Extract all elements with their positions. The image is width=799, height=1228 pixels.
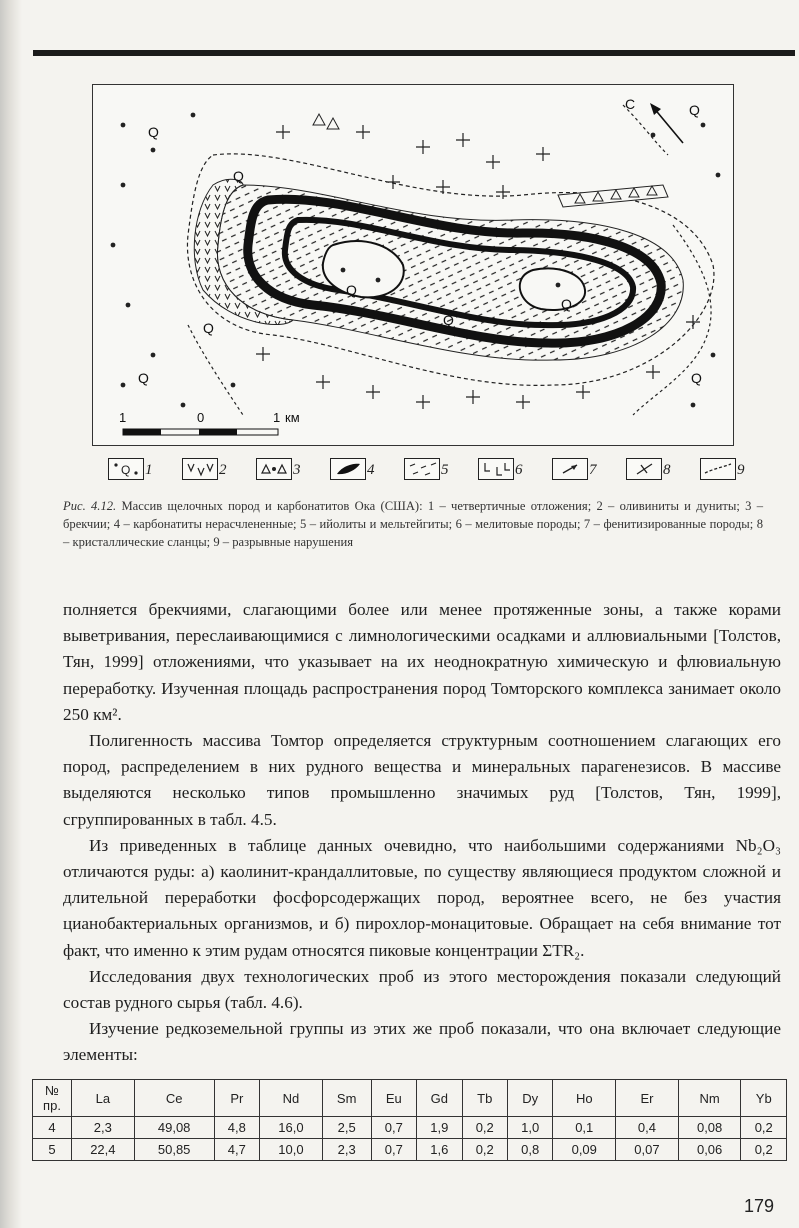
table-cell: 0,7 xyxy=(371,1117,416,1139)
table-cell: 1,9 xyxy=(417,1117,462,1139)
header-cell: Nd xyxy=(260,1080,323,1117)
fault-west xyxy=(188,325,243,415)
q-label: Q xyxy=(689,102,700,118)
svg-text:Q: Q xyxy=(121,463,131,477)
table-cell: 0,07 xyxy=(616,1139,679,1161)
table-row xyxy=(33,1117,787,1139)
geological-map xyxy=(92,84,734,446)
paragraph: Исследования двух технологических проб из этого месторождения показали следующий состав рудного сырья (табл. 4.6). xyxy=(63,966,781,1013)
paragraph: Полигенность массива Томтор определяется структурным соотношением слагающих его пород, распределением в них рудного вещества и минеральных парагенезисов. В массиве выделяются несколько типов промышленно значимых руд [Толстов, Тян, 1999], сгруппированных в табл. 4.5. xyxy=(63,731,781,829)
legend-breccia-symbol xyxy=(256,458,292,480)
legend-fenite-symbol xyxy=(552,458,588,480)
paragraph: Из приведенных в таблице данных очевидно, что наибольшими содержаниями Nb₂O₃ отличаются руды: а) каолинит-крандаллитовые, по существу являющиеся продуктом сложной и длительной переработки фосфорсодержащих пород, вероятнее всего, не без участия цианобактериальных организмов, и б) пирохлор-монацитовые. Обращает на себя внимание тот факт, что именно к этим рудам относятся пиковые концентрации ΣTR₂. xyxy=(63,835,781,960)
page-gutter-shadow xyxy=(0,0,22,1228)
caption-label: Рис. 4.12. xyxy=(63,499,117,513)
map-svg xyxy=(93,85,733,445)
scale-bar xyxy=(119,410,300,435)
q-label: Q xyxy=(148,124,159,140)
paragraph: полняется брекчиями, слагающими более или менее протяженные зоны, а также корами выветривания, переслаивающимися с лимнологическими осадками и аллювиальными [Толстов, Тян, 1999] отложениями, что указывает на их неоднократную химическую и флювиальную переработку. Изученная площадь распространения пород Томторского комплекса занимает около 250 км². xyxy=(63,600,781,724)
table-cell: 4,7 xyxy=(214,1139,259,1161)
table-cell: 0,1 xyxy=(553,1117,616,1139)
figure-caption xyxy=(63,497,763,551)
table-cell: 0,2 xyxy=(462,1139,507,1161)
table-cell: 2,5 xyxy=(322,1117,371,1139)
header-cell: Sm xyxy=(322,1080,371,1117)
fault-north xyxy=(623,105,668,155)
table-cell: 1,6 xyxy=(417,1139,462,1161)
table-cell: 0,2 xyxy=(462,1117,507,1139)
header-cell: Dy xyxy=(507,1080,552,1117)
header-cell: Nm xyxy=(678,1080,741,1117)
q-label: Q xyxy=(443,312,454,328)
header-cell: Ho xyxy=(553,1080,616,1117)
q-label: Q xyxy=(691,370,702,386)
table-cell: 10,0 xyxy=(260,1139,323,1161)
table-cell: 1,0 xyxy=(507,1117,552,1139)
header-cell: La xyxy=(72,1080,135,1117)
legend-fault-symbol xyxy=(700,458,736,480)
east-inlier xyxy=(520,269,585,310)
q-label: Q xyxy=(233,168,244,184)
caption-text: Массив щелочных пород и карбонатитов Ока (США): 1 – четвертичные отложения; 2 – оливиниты и дуниты; 3 – брекчии; 4 – карбонатиты нерасчлененные; 5 – ийолиты и мельтейгиты; 6 – мелитовые породы; 7 – фенитизированные породы; 8 – кристаллические сланцы; 9 – разрывные нарушения xyxy=(63,499,763,549)
q-label: Q xyxy=(346,282,357,298)
table-cell: 49,08 xyxy=(134,1117,214,1139)
header-cell: Yb xyxy=(741,1080,787,1117)
legend-ijolite-symbol xyxy=(404,458,440,480)
table-cell: 0,8 xyxy=(507,1139,552,1161)
svg-text:1: 1 xyxy=(273,410,281,425)
header-cell: Eu xyxy=(371,1080,416,1117)
table-cell: 50,85 xyxy=(134,1139,214,1161)
header-cell: Er xyxy=(616,1080,679,1117)
table-cell: 0,2 xyxy=(741,1117,787,1139)
cell-sample-no: 4 xyxy=(33,1117,72,1139)
table-cell: 0,09 xyxy=(553,1139,616,1161)
header-cell: Ce xyxy=(134,1080,214,1117)
table-cell: 0,06 xyxy=(678,1139,741,1161)
table-cell: 16,0 xyxy=(260,1117,323,1139)
table-cell: 22,4 xyxy=(72,1139,135,1161)
legend-schist-symbol xyxy=(626,458,662,480)
legend-olivinite-symbol xyxy=(182,458,218,480)
table-cell: 0,7 xyxy=(371,1139,416,1161)
header-sample-no: № пр. xyxy=(33,1080,72,1117)
top-rule xyxy=(33,50,795,56)
header-cell: Gd xyxy=(417,1080,462,1117)
svg-text:км: км xyxy=(285,410,300,425)
header-cell: Pr xyxy=(214,1080,259,1117)
q-label: Q xyxy=(203,320,214,336)
q-label: Q xyxy=(138,370,149,386)
header-cell: Tb xyxy=(462,1080,507,1117)
table-cell: 4,8 xyxy=(214,1117,259,1139)
cell-sample-no: 5 xyxy=(33,1139,72,1161)
svg-text:1: 1 xyxy=(119,410,127,425)
svg-text:0: 0 xyxy=(197,410,205,425)
map-legend: Q 1 2 3 4 5 6 7 8 9 xyxy=(108,456,748,484)
table-cell: 2,3 xyxy=(72,1117,135,1139)
q-label: Q xyxy=(561,296,572,312)
svg-text:С: С xyxy=(625,96,636,112)
table-cell: 0,08 xyxy=(678,1117,741,1139)
table-cell: 0,2 xyxy=(741,1139,787,1161)
table-cell: 2,3 xyxy=(322,1139,371,1161)
table-row xyxy=(33,1139,787,1161)
table-header-row xyxy=(33,1080,787,1117)
table-cell: 0,4 xyxy=(616,1117,679,1139)
ree-table xyxy=(32,1079,787,1161)
legend-quaternary-symbol xyxy=(108,458,144,480)
legend-melilite-symbol xyxy=(478,458,514,480)
paragraph: Изучение редкоземельной группы из этих же проб показали, что она включает следующие элементы: xyxy=(63,1019,781,1065)
page-number: 179 xyxy=(744,1196,775,1216)
body-text xyxy=(63,597,781,1069)
legend-carbonatite-symbol xyxy=(330,458,366,480)
